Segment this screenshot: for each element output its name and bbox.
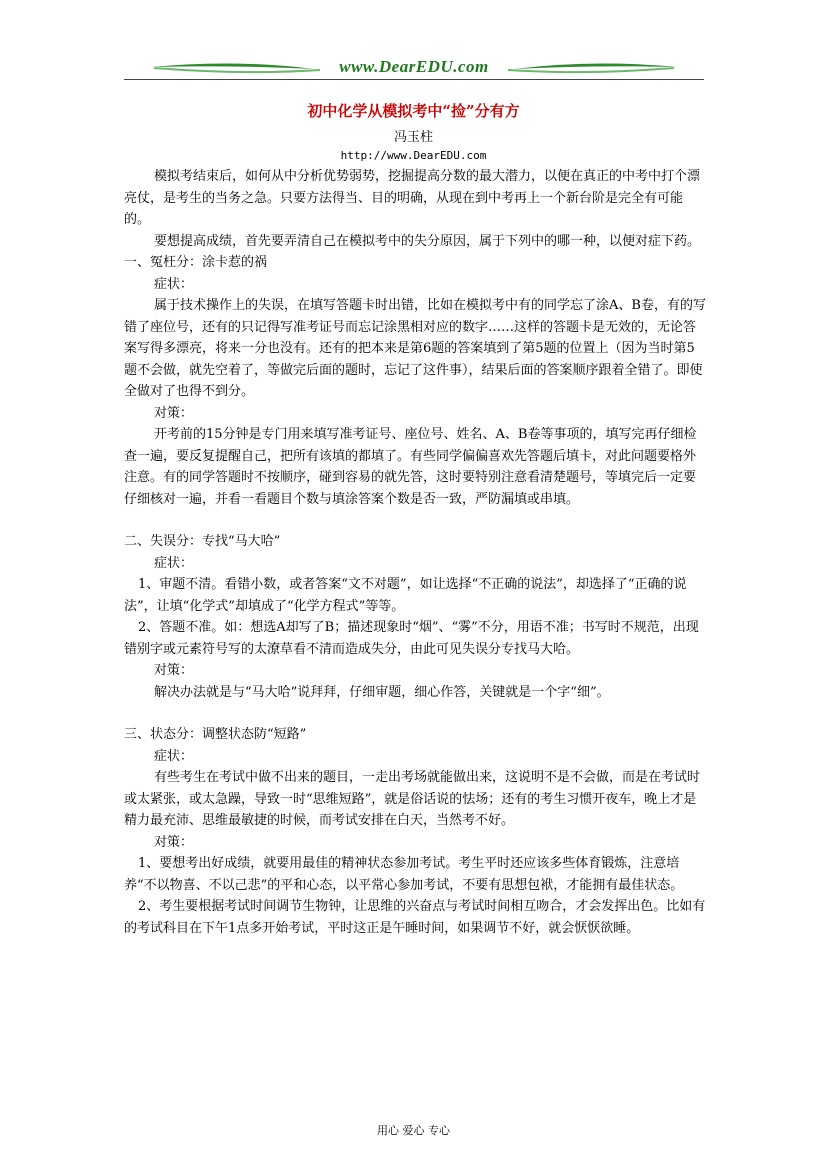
- site-logo-text: www.DearEDU.com: [339, 57, 489, 76]
- section-3-symptom: 有些考生在考试中做不出来的题目，一走出考场就能做出来，这说明不是不会做，而是在考试时或太紧张，或太急躁，导致一时“思维短路”，就是俗话说的怯场；还有的考生习惯开夜车，晚上才是精力最充沛、思维最敏捷的时候，而考试安排在白天，当然考不好。: [124, 770, 701, 828]
- section-1-measure-label: 对策：: [154, 405, 194, 421]
- page-footer: 用心 爱心 专心: [377, 1124, 450, 1137]
- intro-paragraph-2: 要想提高成绩，首先要弄清自己在模拟考中的失分原因，属于下列中的哪一种，以便对症下药。: [154, 233, 701, 249]
- section-2-title: 二、失误分：专找“马大哈”: [124, 534, 281, 549]
- intro-paragraph-1: 模拟考结束后，如何从中分析优势弱势，挖掘提高分数的最大潜力，以便在真正的中考中打个漂亮仗，是考生的当务之急。只要方法得当、目的明确，从现在到中考再上一个新台阶是完全有可能的。: [124, 169, 701, 227]
- header-divider: [124, 79, 704, 80]
- section-3-item-2: 2、考生要根据考试时间调节生物钟，让思维的兴奋点与考试时间相互吻合，才会发挥出色。比如有的考试科目在下午1点多开始考试，平时这正是午睡时间，如果调节不好，就会恹恹欲睡。: [124, 899, 706, 936]
- article-author: 冯玉柱: [393, 130, 433, 145]
- section-3-item-1: 1、要想考出好成绩，就要用最佳的精神状态参加考试。考生平时还应该多些体育锻炼，注意培养“不以物喜、不以己悲”的平和心态，以平常心参加考试，不要有思想包袱，才能拥有最佳状态。: [124, 856, 684, 893]
- section-2-item-1: 1、审题不清。看错小数，或者答案“文不对题”，如让选择“不正确的说法”，却选择了“正确的说法”，让填“化学式”却填成了“化学方程式”等等。: [124, 577, 687, 614]
- section-3-title: 三、状态分：调整状态防“短路”: [124, 727, 307, 742]
- article-title: 初中化学从模拟考中“捡”分有方: [307, 102, 520, 120]
- site-header: [124, 55, 704, 81]
- section-1-measure: 开考前的15分钟是专门用来填写准考证号、座位号、姓名、A、B卷等事项的，填写完再仔细检查一遍，要反复提醒自己，把所有该填的都填了。有些同学偏偏喜欢先答题后填卡，对此问题要格外注意。有的同学答题时不按顺序，碰到容易的就先答，这时要特别注意看清楚题号，等填完后一定要仔细核对一遍，并看一看题目个数与填涂答案个数是否一致，严防漏填或串填。: [124, 427, 697, 507]
- article-url: http://www.DearEDU.com: [340, 149, 487, 162]
- spacer: [124, 703, 706, 724]
- section-1-symptom-label: 症状：: [154, 276, 194, 292]
- section-2-measure-label: 对策：: [154, 663, 194, 678]
- section-2-symptom-label: 症状：: [154, 555, 194, 571]
- section-1-title: 一、冤枉分：涂卡惹的祸: [124, 255, 268, 270]
- article-body: [124, 166, 706, 939]
- spacer: [124, 510, 706, 531]
- section-2-item-2: 2、答题不准。如：想选A却写了B；描述现象时“烟”、“雾”不分，用语不准；书写时不规范，出现错别字或元素符号写的太潦草看不清而造成失分，由此可见失误分专找马大哈。: [124, 620, 699, 657]
- section-3-symptom-label: 症状：: [154, 748, 194, 764]
- section-1-symptom: 属于技术操作上的失误，在填写答题卡时出错，比如在模拟考中有的同学忘了涂A、B卷，有的写错了座位号，还有的只记得写准考证号而忘记涂黑相对应的数字……这样的答题卡是无效的，无论答案写得多漂亮，将来一分也没有。还有的把本来是第6题的答案填到了第5题的位置上（因为当时第5题不会做，就先空着了，等做完后面的题时，忘记了这件事），结果后面的答案顺序跟着全错了。即使全做对了也得不到分。: [124, 298, 706, 399]
- section-3-measure-label: 对策：: [154, 834, 194, 850]
- section-2-measure: 解决办法就是与“马大哈”说拜拜，仔细审题，细心作答，关键就是一个字“细”。: [154, 684, 610, 700]
